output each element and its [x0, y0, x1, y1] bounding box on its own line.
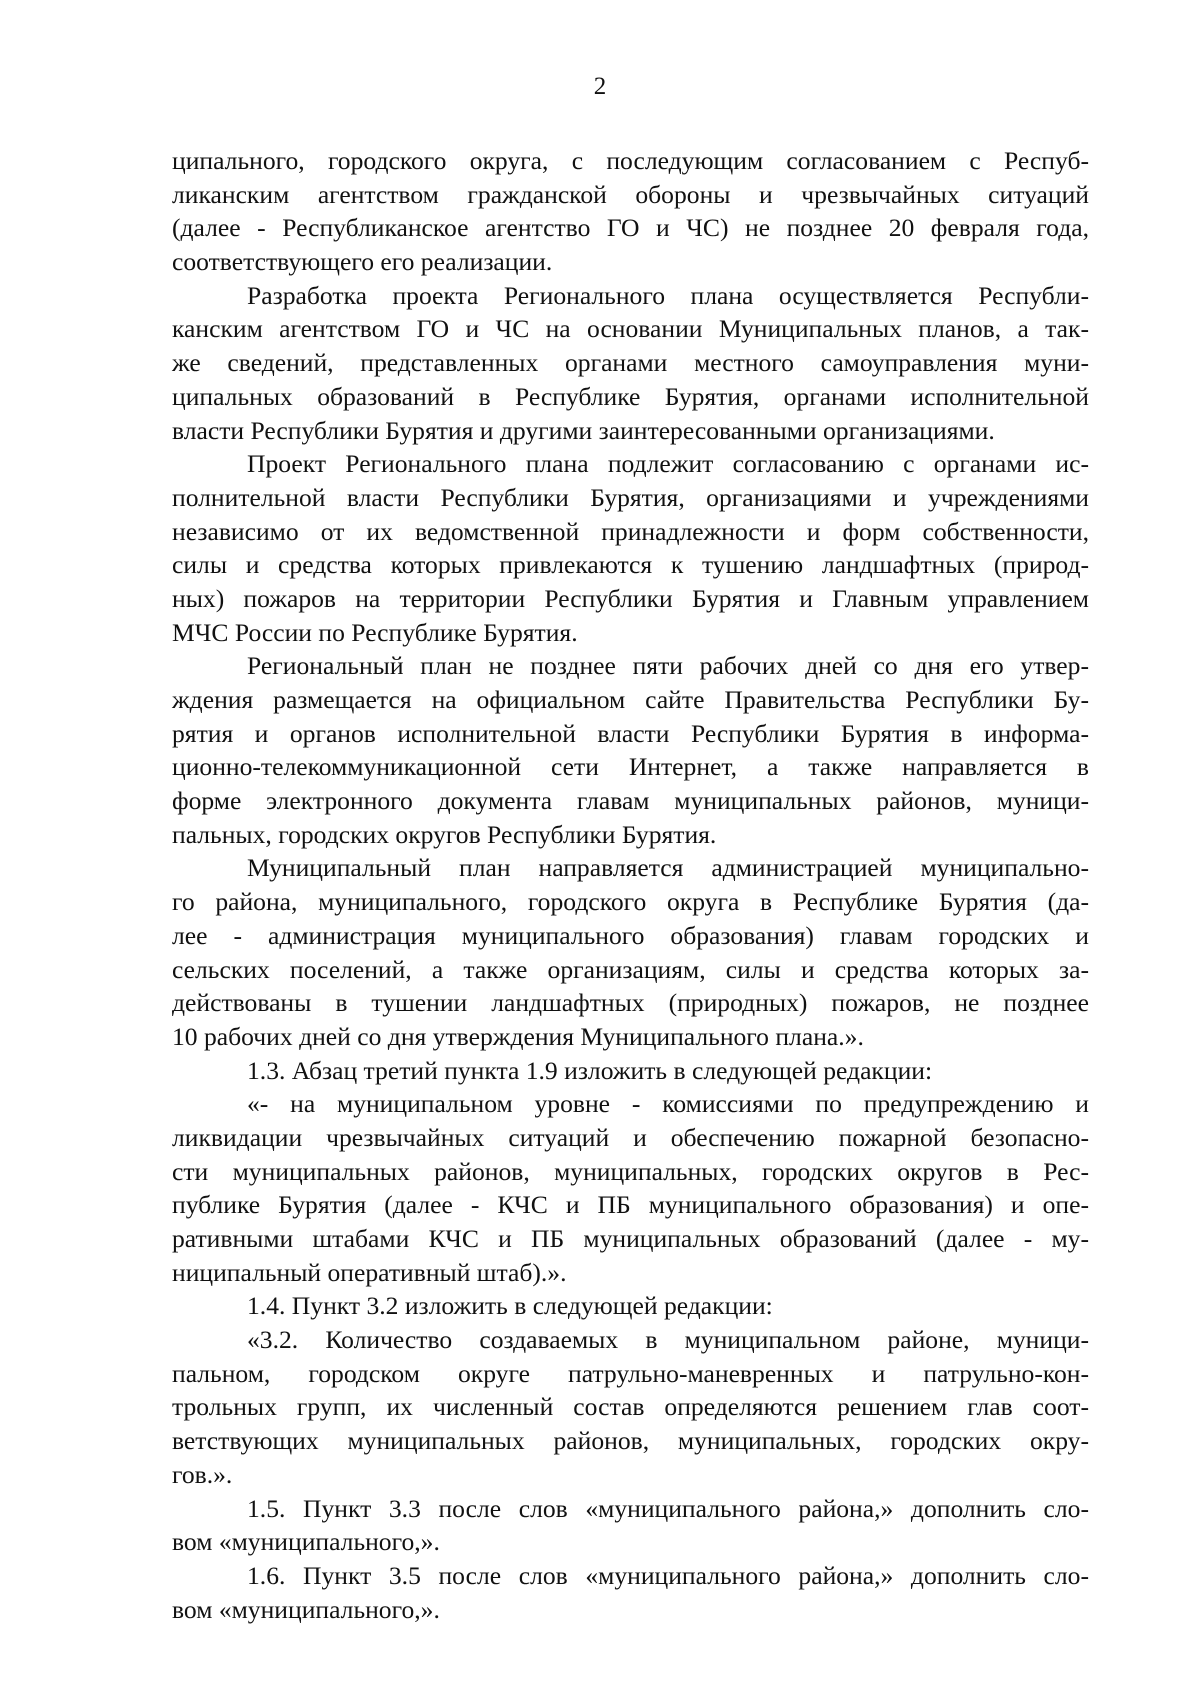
text-line: сельских поселений, а также организациям, силы и средства которых за-: [172, 954, 1089, 984]
text-line: силы и средства которых привлекаются к тушению ландшафтных (природ-: [172, 550, 1089, 580]
text-line: Проект Регионального плана подлежит согласованию с органами ис-: [247, 449, 1089, 479]
text-line: ципального, городского округа, с последующим согласованием с Респуб-: [172, 146, 1089, 175]
text-line: ципальных образований в Республике Бурятия, органами исполнительной: [172, 381, 1089, 411]
text-line: действованы в тушении ландшафтных (природных) пожаров, не позднее: [172, 988, 1089, 1018]
text-line: 1.3. Абзац третий пункта 1.9 изложить в следующей редакции:: [247, 1055, 933, 1085]
text-line: же сведений, представленных органами местного самоуправления муни-: [172, 348, 1089, 378]
text-line: публике Бурятия (далее - КЧС и ПБ муниципального образования) и опе-: [172, 1190, 1089, 1220]
text-line: 1.4. Пункт 3.2 изложить в следующей редакции:: [247, 1291, 773, 1321]
text-line: гов.».: [172, 1459, 233, 1489]
text-line: вом «муниципального,».: [172, 1527, 440, 1557]
text-line: полнительной власти Республики Бурятия, организациями и учреждениями: [172, 482, 1089, 512]
text-line: канским агентством ГО и ЧС на основании Муниципальных планов, а так-: [172, 314, 1089, 344]
text-line: пальном, городском округе патрульно-маневренных и патрульно-кон-: [172, 1358, 1089, 1388]
text-line: ждения размещается на официальном сайте Правительства Республики Бу-: [172, 685, 1089, 714]
text-line: ниципальный оперативный штаб).».: [172, 1257, 567, 1287]
text-line: трольных групп, их численный состав определяются решением глав соот-: [172, 1392, 1089, 1422]
text-line: ративными штабами КЧС и ПБ муниципальных образований (далее - му-: [172, 1224, 1089, 1253]
text-line: МЧС России по Республике Бурятия.: [172, 617, 578, 647]
text-line: пальных, городских округов Республики Бурятия.: [172, 819, 717, 849]
text-line: «3.2. Количество создаваемых в муниципальном районе, муници-: [247, 1325, 1089, 1355]
text-line: рятия и органов исполнительной власти Республики Бурятия в информа-: [172, 718, 1089, 748]
text-line: независимо от их ведомственной принадлежности и форм собственности,: [172, 516, 1089, 546]
text-line: ликвидации чрезвычайных ситуаций и обеспечению пожарной безопасно-: [172, 1122, 1089, 1152]
text-line: 10 рабочих дней со дня утверждения Муниципального плана.».: [172, 1021, 864, 1051]
text-line: вом «муниципального,».: [172, 1594, 440, 1624]
text-line: ликанским агентством гражданской обороны и чрезвычайных ситуаций: [172, 179, 1089, 209]
text-line: «- на муниципальном уровне - комиссиями по предупреждению и: [247, 1089, 1089, 1119]
text-line: Муниципальный план направляется администрацией муниципально-: [247, 853, 1089, 883]
text-line: Региональный план не позднее пяти рабочих дней со дня его утвер-: [247, 651, 1089, 681]
text-line: ных) пожаров на территории Республики Бурятия и Главным управлением: [172, 583, 1089, 613]
text-line: форме электронного документа главам муниципальных районов, муници-: [172, 786, 1089, 816]
text-line: соответствующего его реализации.: [172, 247, 553, 277]
text-line: лее - администрация муниципального образования) главам городских и: [172, 920, 1089, 950]
text-line: го района, муниципального, городского округа в Республике Бурятия (да-: [172, 887, 1089, 917]
page-number: 2: [593, 73, 607, 100]
document-body: [172, 144, 1089, 1626]
text-line: 1.6. Пункт 3.5 после слов «муниципального района,» дополнить сло-: [247, 1560, 1089, 1590]
text-line: сти муниципальных районов, муниципальных, городских округов в Рес-: [172, 1156, 1089, 1186]
text-line: 1.5. Пункт 3.3 после слов «муниципального района,» дополнить сло-: [247, 1493, 1089, 1523]
text-line: ветствующих муниципальных районов, муниципальных, городских окру-: [172, 1426, 1089, 1456]
text-line: (далее - Республиканское агентство ГО и ЧС) не позднее 20 февраля года,: [172, 213, 1089, 243]
text-line: власти Республики Бурятия и другими заинтересованными организациями.: [172, 415, 995, 445]
text-line: ционно-телекоммуникационной сети Интернет, а также направляется в: [172, 752, 1089, 782]
text-line: Разработка проекта Регионального плана осуществляется Республи-: [247, 280, 1089, 310]
